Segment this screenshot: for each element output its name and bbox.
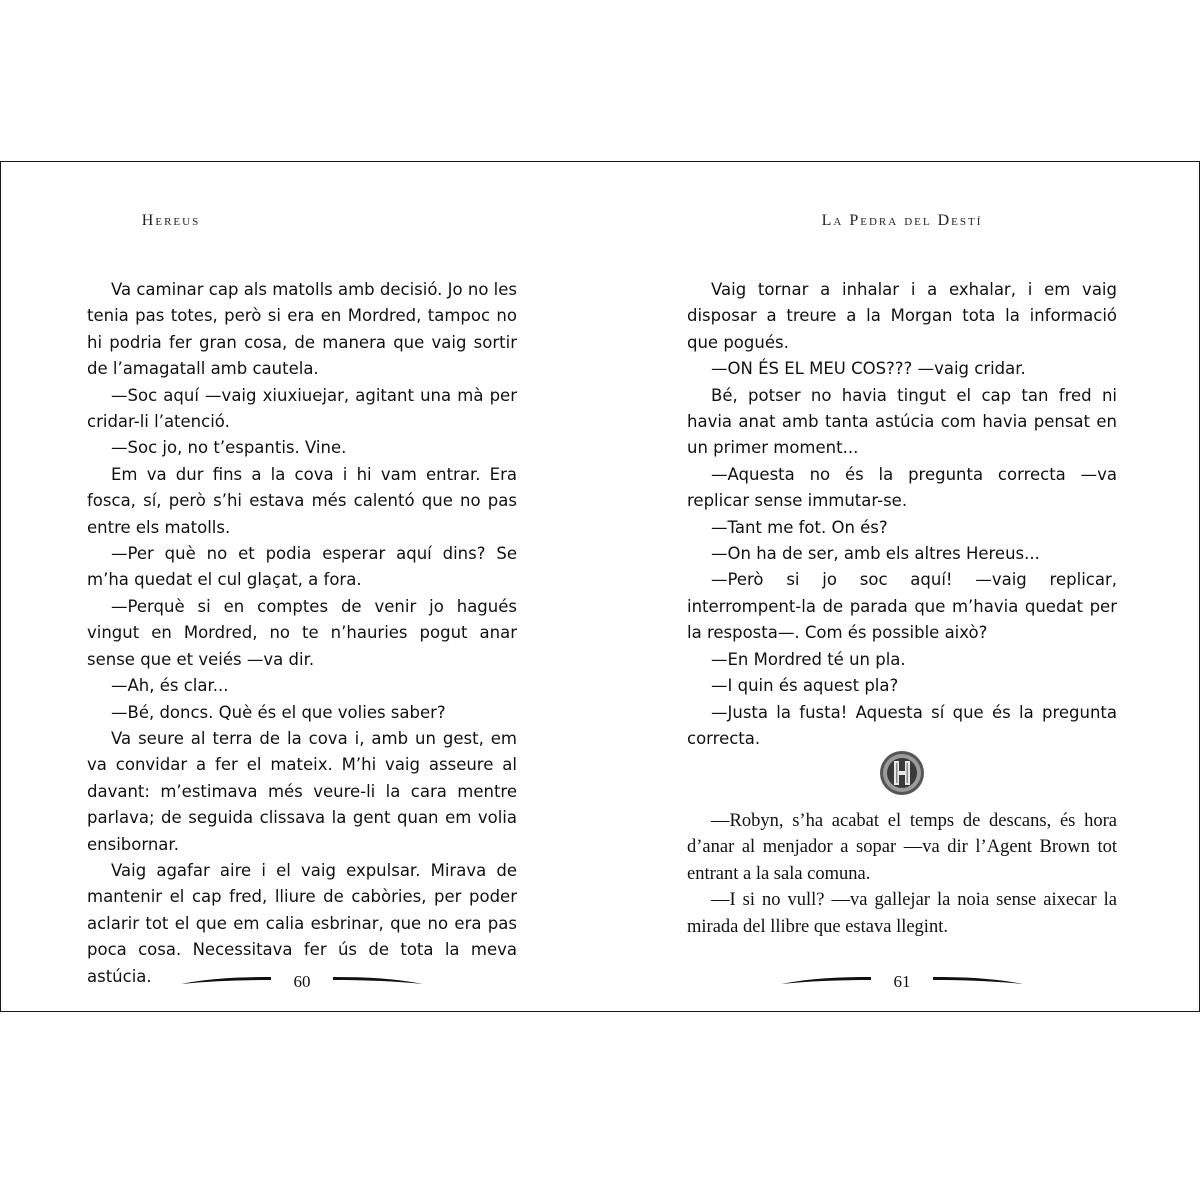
paragraph: —On ha de ser, amb els altres Hereus...	[711, 544, 1040, 564]
book-spread	[0, 161, 1200, 1012]
paragraph: —Bé, doncs. Què és el que volies saber?	[111, 702, 446, 722]
paragraph: —Per què no et podia esperar aquí dins? Se m’ha quedat el cul glaçat, a fora.	[87, 544, 517, 590]
folio-left	[87, 970, 517, 1000]
folio-right	[687, 970, 1117, 1000]
paragraph: Vaig tornar a inhalar i a exhalar, i em vaig disposar a treure a la Morgan tota la informació que pogués.	[687, 280, 1117, 352]
paragraph: Va seure al terra de la cova i, amb un gest, em va convidar a fer el mateix. M’hi vaig asseure al davant: m’estimava més veure-li la cara mentre parlava; de seguida clissava la gent quan em volia ensibornar.	[87, 728, 517, 854]
h-emblem-icon	[879, 750, 925, 796]
paragraph: —Aquesta no és la pregunta correcta —va replicar sense immutar-se.	[687, 464, 1117, 511]
paragraph: Va caminar cap als matolls amb decisió. Jo no les tenia pas totes, però si era en Mordred, tampoc no hi podria fer gran cosa, de manera que vaig sortir de l’amagatall amb cautela.	[87, 280, 517, 379]
page-number-right: 61	[893, 972, 911, 991]
left-body-text	[87, 277, 517, 990]
paragraph: —Soc aquí —vaig xiuxiuejar, agitant una mà per cridar-li l’atenció.	[87, 385, 517, 432]
folio-flourish-left-icon	[781, 970, 873, 990]
paragraph: —Però si jo soc aquí! —vaig replicar, interrompent-la de parada que m’havia quedat per la resposta—. Com és possible això?	[687, 570, 1117, 643]
paragraph: Bé, potser no havia tingut el cap tan fred ni havia anat amb tanta astúcia com havia pensat en un primer moment...	[687, 385, 1117, 458]
paragraph: —Soc jo, no t’espantis. Vine.	[111, 438, 347, 458]
running-head-left: Hereus	[141, 212, 201, 229]
folio-flourish-left-icon	[181, 970, 273, 990]
paragraph: —I si no vull? —va gallejar la noia sense aixecar la mirada del llibre que estava llegint.	[687, 890, 1117, 937]
paragraph: Vaig agafar aire i el vaig expulsar. Mirava de mantenir el cap fred, lliure de cabòries, per poder aclarir tot el que em calia esbrinar, que no era pas poca cosa. Necessitava fer ús de tota la meva astúcia.	[87, 860, 517, 986]
right-page	[687, 162, 1117, 1011]
right-body-text	[687, 277, 1117, 752]
folio-flourish-right-icon	[331, 970, 423, 990]
paragraph: Em va dur fins a la cova i hi vam entrar. Era fosca, sí, però s’hi estava més calentó que no pas entre els matolls.	[87, 464, 517, 537]
paragraph: —I quin és aquest pla?	[711, 676, 899, 696]
left-page	[87, 162, 517, 1011]
paragraph: —Robyn, s’ha acabat el temps de descans, és hora d’anar al menjador a sopar —va dir l’Agent Brown tot entrant a la sala comuna.	[687, 811, 1117, 884]
paragraph: —Tant me fot. On és?	[711, 517, 888, 537]
paragraph: —Perquè si en comptes de venir jo hagués vingut en Mordred, no te n’hauries pogut anar sense que et veiés —va dir.	[87, 596, 517, 669]
folio-flourish-right-icon	[931, 970, 1023, 990]
paragraph: —Justa la fusta! Aquesta sí que és la pregunta correcta.	[687, 702, 1117, 748]
paragraph: —En Mordred té un pla.	[711, 649, 906, 669]
right-serif-text	[687, 808, 1117, 940]
paragraph: —ON ÉS EL MEU COS??? —vaig cridar.	[711, 359, 1026, 379]
paragraph: —Ah, és clar...	[111, 676, 229, 696]
page-number-left: 60	[293, 972, 311, 991]
running-head-right: La Pedra del Destí	[821, 212, 983, 229]
